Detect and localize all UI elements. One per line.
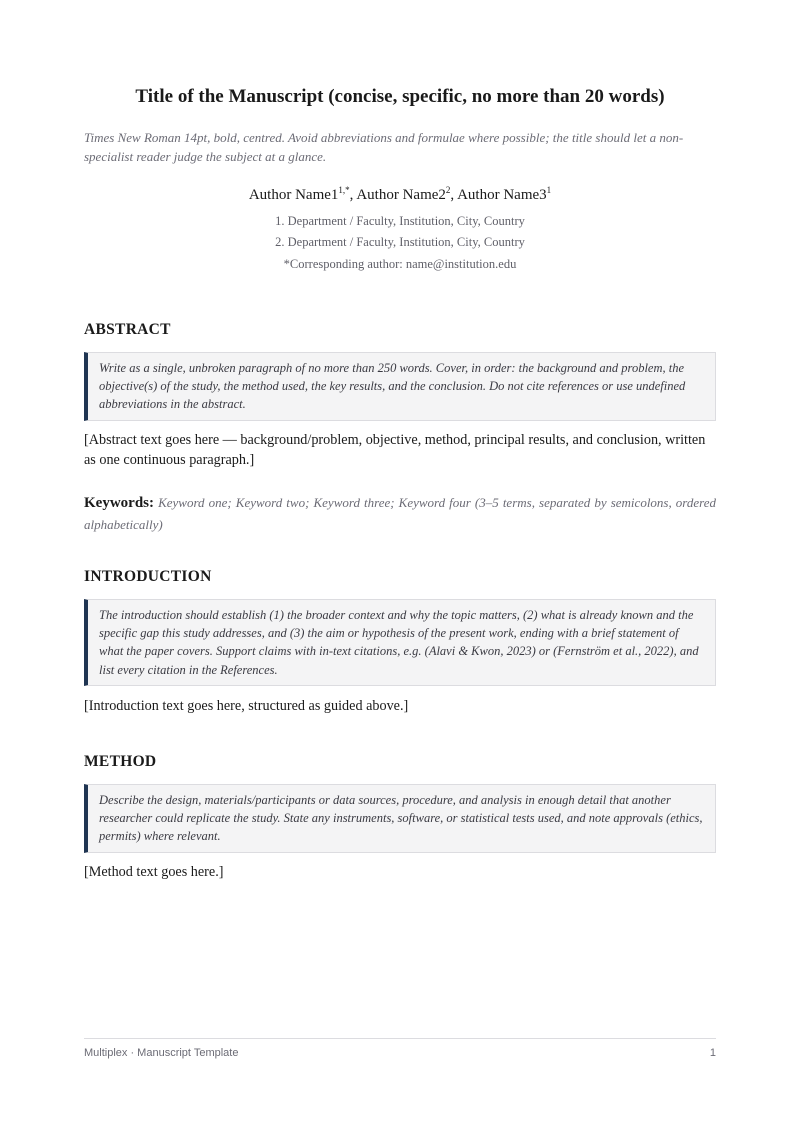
author-list: [84, 185, 716, 205]
page-number: 1: [709, 1047, 716, 1059]
corresponding-author: *Corresponding author: name@institution.edu: [283, 257, 517, 271]
author-name: Author Name3: [457, 187, 547, 203]
author-affiliation-marker: 1,*: [338, 185, 350, 195]
footer-divider: [84, 1038, 716, 1039]
abstract-heading: ABSTRACT: [84, 321, 171, 338]
title-guidance: Times New Roman 14pt, bold, centred. Avoid abbreviations and formulae where possible; the title should let a non-specialist reader judge the subject at a glance.: [84, 130, 684, 164]
author-affiliation-marker: 1: [546, 185, 552, 195]
affiliation-2: 2. Department / Faculty, Institution, City, Country: [275, 235, 525, 249]
affiliation-1: 1. Department / Faculty, Institution, City, Country: [275, 214, 525, 228]
method-guidance: Describe the design, materials/participants or data sources, procedure, and analysis in enough detail that another researcher could replicate the study. State any instruments, software, or statistical tests used, and note approvals (ethics, permits) where relevant.: [84, 784, 716, 853]
footer-template-name: Multiplex · Manuscript Template: [84, 1047, 239, 1059]
method-text: [Method text goes here.]: [84, 864, 224, 880]
manuscript-title: Title of the Manuscript (concise, specific, no more than 20 words): [135, 86, 665, 107]
author-name: Author Name2: [356, 187, 446, 203]
keywords-label: Keywords:: [84, 495, 154, 511]
author-name: Author Name1: [248, 187, 339, 203]
abstract-text: [Abstract text goes here — background/problem, objective, method, principal results, and conclusion, written as one continuous paragraph.]: [84, 432, 706, 468]
method-heading: METHOD: [84, 753, 157, 770]
author-separator: ,: [349, 187, 357, 203]
author-affiliation-marker: 2: [445, 185, 451, 195]
abstract-guidance: Write as a single, unbroken paragraph of no more than 250 words. Cover, in order: the background and problem, the objective(s) of the study, the method used, the key results, and the conclusion. Do not cite references or use undefined abbreviations in the abstract.: [84, 352, 716, 421]
introduction-guidance: The introduction should establish (1) the broader context and why the topic matters, (2) what is already known and the specific gap this study addresses, and (3) the aim or hypothesis of the present work, ending with a brief statement of what the paper covers. Support claims with in-text citations, e.g. (Alavi & Kwon, 2023) or (Fernström et al., 2022), and list every citation in the References.: [84, 599, 716, 686]
author-separator: ,: [450, 187, 458, 203]
introduction-heading: INTRODUCTION: [84, 568, 212, 585]
keywords: [84, 492, 716, 535]
introduction-text: [Introduction text goes here, structured as guided above.]: [84, 698, 409, 714]
keywords-text: Keyword one; Keyword two; Keyword three; Keyword four (3–5 terms, separated by semicolons, ordered alphabetically): [84, 495, 717, 532]
